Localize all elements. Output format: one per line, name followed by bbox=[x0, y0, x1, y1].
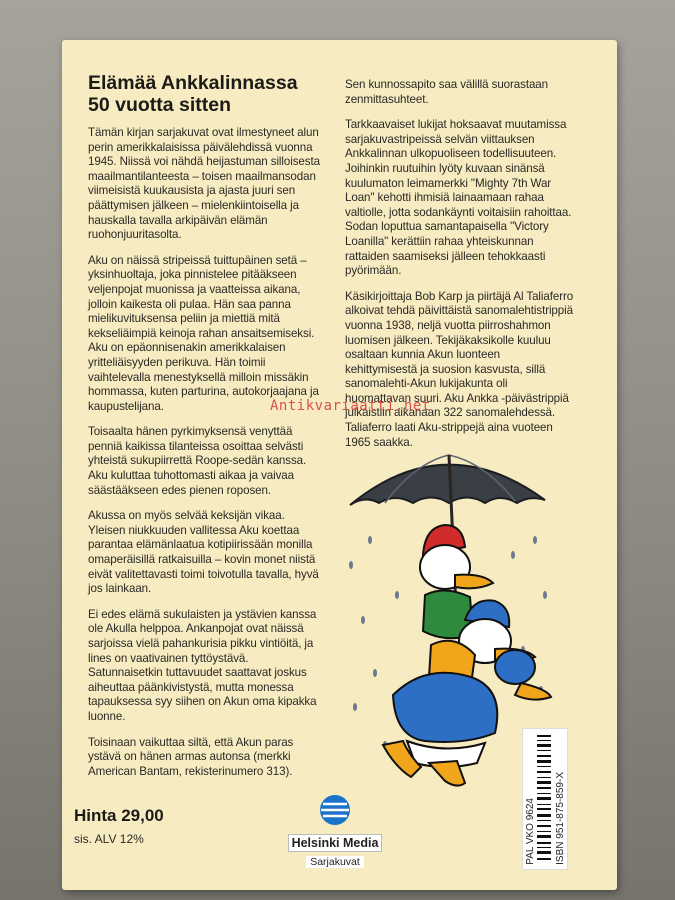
isbn-label: ISBN 951-875-859-X bbox=[555, 772, 566, 865]
paragraph: Ei edes elämä sukulaisten ja ystävien kanssa ole Akulla helppoa. Ankanpojat ovat näissä sarjoissa vielä pahankurisia pikku vintiöitä, ja lines on vaativainen tyttöystävä. Satunnaisetkin tuttavuudet saattavat joskus aiheuttaa päänkivistystä, mutta monessa tapauksessa syy siihen on Akun oma kipakka luonne. bbox=[88, 607, 317, 723]
paragraph: Sen kunnossapito saa välillä suorastaan zenmittasuhteet. bbox=[345, 78, 548, 106]
paragraph: Aku on näissä stripeissä tuittupäinen setä – yksinhuoltaja, joka pinnistelee pitääkseen veljenpojat muonissa ja vaatteissa aikana, jolloin kaikesta oli pulaa. Hän saa panna mielikuvituksensa peliin ja miettiä mitä kekseliäimpiä keinoja rahan ansaitsemiseksi. Aku on epäonnisenakin amerikkalaisen yritteliäisyyden perikuva. Hän toimii vaihtelevalla menestyksellä milloin missäkin hommassa, kuten parturina, autokorjaajana ja kaupustelijana. bbox=[88, 253, 319, 413]
umbrella-canopy bbox=[350, 465, 545, 505]
globe-icon bbox=[318, 793, 352, 827]
title-line-2: 50 vuotta sitten bbox=[88, 94, 232, 116]
paragraph: Toisinaan vaikuttaa siltä, että Akun paras ystävä on hänen armas autonsa (merkki American Bantam, rekisterinumero 313). bbox=[88, 735, 294, 778]
price-block bbox=[74, 806, 164, 846]
title-line-1: Elämää Ankkalinnassa bbox=[88, 72, 298, 94]
paragraph: Toisaalta hänen pyrkimyksensä venyttää penniä kaikissa tilanteissa osoittaa selvästi yhteistä sukupiirrettä Roope-sedän kanssa. Aku kuluttaa tuhottomasti aikaa ja vaivaa säästääkseen edes pienen roposen. bbox=[88, 425, 307, 497]
publisher-logo bbox=[270, 793, 400, 870]
publisher-name: Helsinki Media bbox=[288, 834, 383, 852]
barcode-icon bbox=[537, 735, 551, 861]
paragraph: Tarkkaavaiset lukijat hoksaavat muutamissa sarjakuvastripeissä selvän viittauksen Ankkalinnan ulkopuoliseen todellisuuteen. Joihinkin ruutuihin lyöty kuvaan sinänsä kuulumaton leimamerkki "Mighty 7th War Loan" kehotti ihmisiä lainaamaan rahaa valtiolle, jotta sodankäynti voitaisiin rahoittaa. Sodan loputtua samantapaisella "Victory Loanilla" kerättiin rahaa yhteiskunnan rattaiden saamiseksi jälleen tehokkaasti pyörimään. bbox=[345, 118, 572, 278]
barcode-sticker bbox=[522, 728, 568, 870]
publisher-imprint: Sarjakuvat bbox=[306, 856, 364, 868]
left-text-column bbox=[88, 126, 320, 790]
paragraph: Tämän kirjan sarjakuvat ovat ilmestyneet alun perin amerikkalaisissa päivälehdissä vuonna 1945. Niissä voi nähdä heijastuman silloisesta maailmantilanteesta – toisen maailmansodan viimeisistä kuukausista ja ajasta juuri sen päättymisen jälkeen – mielenkiintoisella ja hauskalla tavalla arkipäivän elämän ruohonjuuritasolta. bbox=[88, 126, 320, 242]
cover-title bbox=[88, 72, 328, 116]
paragraph: Akussa on myös selvää keksijän vikaa. Yleisen niukkuuden vallitessa Aku koettaa parantaa elämänlaatua kotipiirissään monilla omaperäisillä ratkaisuilla – kovin monet niistä eivät valitettavasti toimi toivotulla tavalla, hyvä jos lainkaan. bbox=[88, 509, 319, 596]
tax-label: sis. ALV 12% bbox=[74, 832, 144, 846]
paragraph: Käsikirjoittaja Bob Karp ja piirtäjä Al Taliaferro alkoivat tehdä päivittäistä sanomalehtistrippiä vuonna 1938, neljä vuotta piirroshahmon luomisen jälkeen. Tekijäkaksikolle kuuluu osaltaan kunnia Akun luonteen kehittymisestä ja suosion kasvusta, sillä sanomalehti-Akun lukijakunta oli huomattavan suuri. Aku Ankka -päivästrippiä julkaistiin aikanaan 322 sanomalehdessä. Taliaferro laati Aku-strippejä aina vuoteen 1965 saakka. bbox=[345, 289, 574, 449]
price-label: Hinta 29,00 bbox=[74, 806, 164, 825]
watermark-text: Antikvariaatti.net bbox=[270, 398, 431, 414]
barcode-code: PAL VKO 9624 bbox=[525, 798, 536, 865]
